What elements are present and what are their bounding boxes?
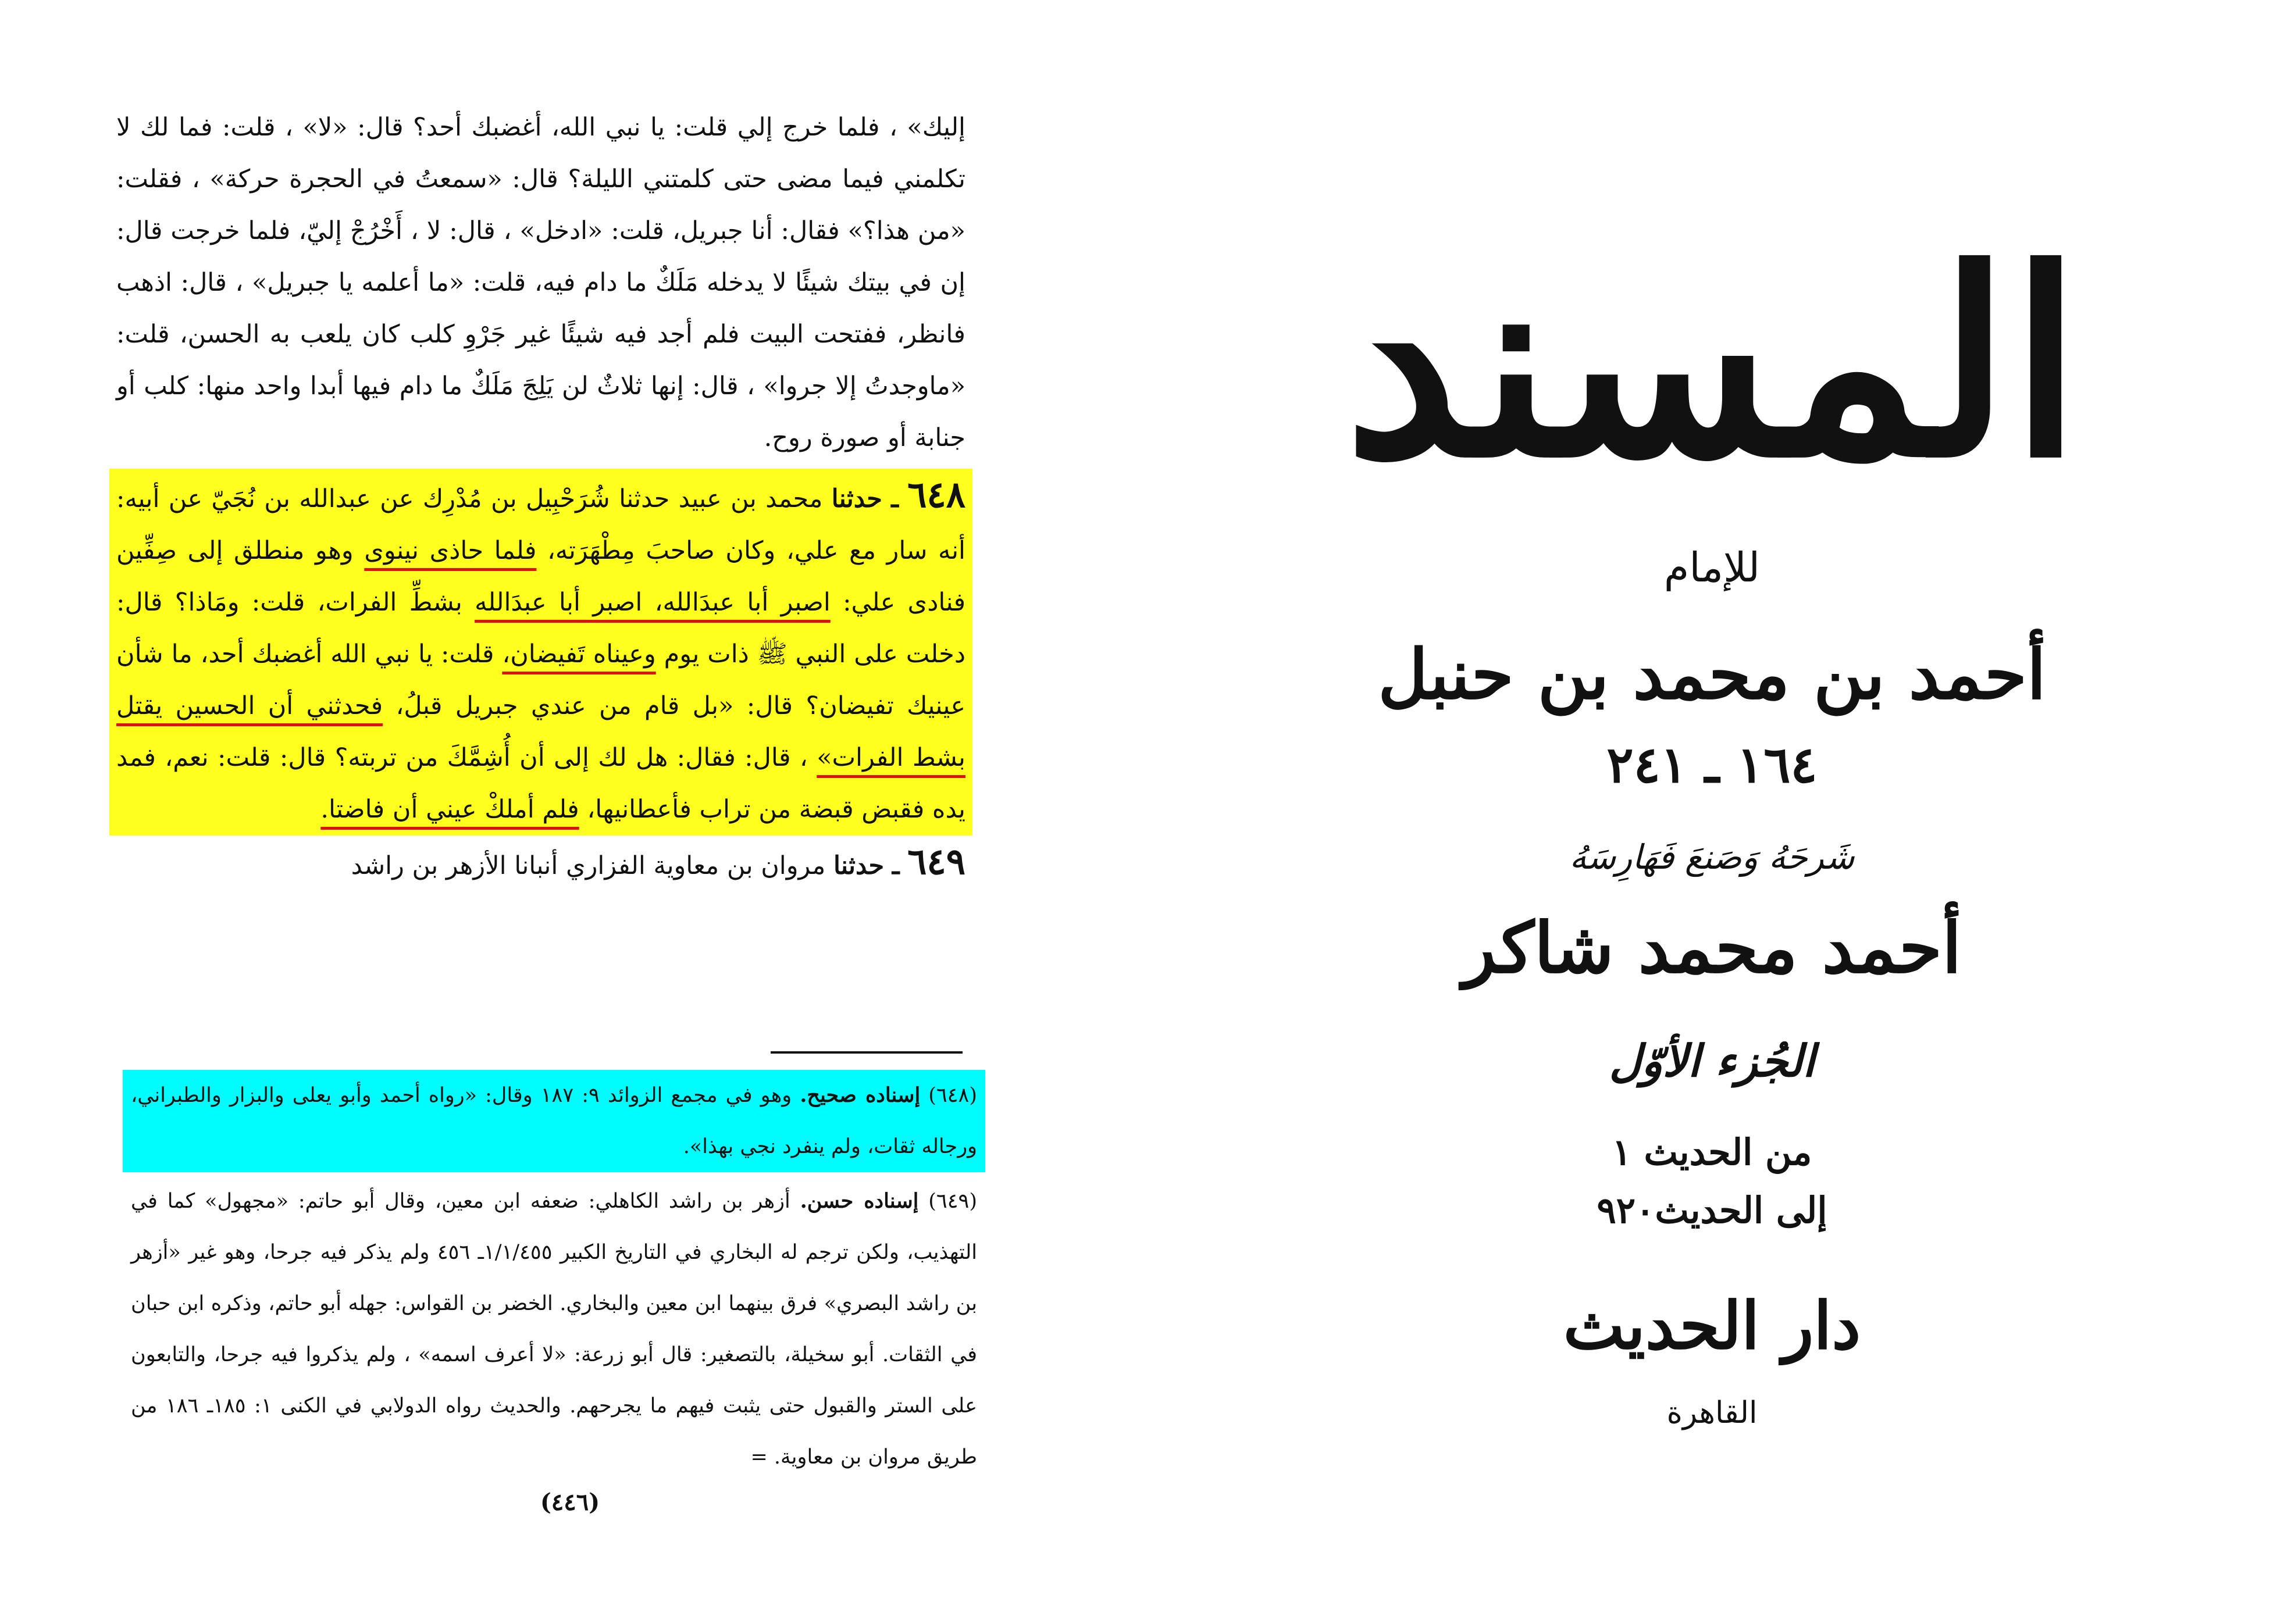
hadith-648-underline-1: فلما حاذى نينوى [364, 536, 537, 565]
hadith-648-seg9: ، قال: فقال: هل لك إلى أن أُشِمَّكَ من تربته؟ قال: قلت: نعم، فمد يده فقبض قبضة من تراب فأعطانيها، [116, 743, 965, 824]
publisher-city: القاهرة [1666, 1395, 1758, 1430]
hadith-649-haddathana: حدثنا [833, 851, 885, 880]
hadith-number-648: ٦٤٨ [907, 473, 966, 516]
footnote-648-number: (٦٤٨) [928, 1084, 977, 1107]
hadith-648-highlighted [109, 469, 972, 836]
right-page [1140, 0, 2284, 1624]
hadith-range-to: إلى الحديث٩٢٠ [1597, 1189, 1827, 1232]
editor-name: أحمد محمد شاكر [1462, 907, 1962, 989]
book-title: المسند [1344, 213, 2082, 514]
footnotes [131, 1070, 977, 1483]
hadith-648-seg7: قلت: يا نبي الله أغضبك أحد، ما شأن عينيك تفيضان؟ قال: «بل قام من عندي جبريل قبلُ، [116, 640, 965, 720]
left-page [0, 0, 1140, 1624]
footnote-649-text: أزهر بن راشد الكاهلي: ضعفه ابن معين، وقال أبو حاتم: «مجهول» كما في التهذيب، ولكن ترجم له البخاري في التاريخ الكبير ١/١/٤٥٥ـ ٤٥٦ ولم يذكر فيه جرحا، وهو غير «أزهر بن راشد البصري» فرق بينهما ابن معين والبخاري. الخضر بن القواس: جهله أبو حاتم، وذكره ابن حبان في الثقات. أبو سخيلة، بالتصغير: قال أبو زرعة: «لا أعرف اسمه» ، ولم يذكروا فيه جرحا، والتابعون على الستر والقبول حتى يثبت فيهم ما يجرحهم. والحديث رواه الدولابي في الكنى ١: ١٨٥ـ ١٨٦ من طريق مروان بن معاوية. = [131, 1190, 977, 1469]
footnote-649-grade: إسناده حسن. [800, 1189, 919, 1213]
volume-label: الجُزء الأوّل [1609, 1035, 1815, 1087]
lil-imam-label: للإمام [1663, 544, 1761, 591]
publisher-name: دار الحديث [1563, 1288, 1861, 1364]
hadith-648-underline-5: فلم أملكْ عيني أن فاضتا. [320, 795, 579, 824]
main-text [116, 102, 965, 892]
hadith-648-dash: ـ [891, 484, 899, 513]
hadith-648-seg5: بشطِّ الفرات، قلت: ومَاذا؟ قال: دخلت على النبي ﷺ ذات يوم [116, 588, 965, 669]
footnote-divider [771, 1051, 963, 1054]
hadith-range-from: من الحديث ١ [1612, 1131, 1812, 1173]
author-years: ١٦٤ ـ ٢٤١ [1606, 736, 1818, 794]
footnote-649-number: (٦٤٩) [928, 1190, 977, 1213]
footnote-649 [131, 1176, 977, 1483]
hadith-number-649: ٦٤٩ [907, 840, 965, 883]
title-calligraphy [1306, 209, 2120, 535]
hadith-649-text: مروان بن معاوية الفزاري أنبانا الأزهر بن راشد [351, 851, 826, 880]
intro-paragraph: إليك» ، فلما خرج إلي قلت: يا نبي الله، أغضبك أحد؟ قال: «لا» ، قلت: فما لك لا تكلمني فيما مضى حتى كلمتني الليلة؟ قال: «سمعتُ في الحجرة حركة» ، فقلت: «من هذا؟» فقال: أنا جبريل، قلت: «ادخل» ، قال: لا ، أَخْرُجْ إليّ، فلما خرجت قال: إن في بيتك شيئًا لا يدخله مَلَكٌ ما دام فيه، قلت: «ما أعلمه يا جبريل» ، قال: اذهب فانظر، ففتحت البيت فلم أجد فيه شيئًا غير جَرْوِ كلب كان يلعب به الحسن، قلت: «ماوجدتُ إلا جروا» ، قال: إنها ثلاثٌ لن يَلِجَ مَلَكٌ ما دام فيها أبدا واحد منها: كلب أو جنابة أو صورة روح. [116, 113, 965, 452]
page-number: (٤٤٦) [540, 1489, 600, 1516]
hadith-648-underline-3: وعيناه تَفيضان، [502, 640, 656, 669]
hadith-648-haddathana: حدثنا [831, 484, 882, 513]
hadith-648-underline-4: فحدثني أن الحسين يقتل بشط الفرات» [116, 691, 965, 772]
hadith-648-seg1: محمد بن عبيد حدثنا شُرَحْبِيل بن مُدْرِك عن عبدالله بن نُجَيّ عن أبيه: أنه سار مع علي، وكان صاحبَ مِطْهَرَته، [116, 484, 966, 565]
footnote-648-grade: إسناده صحيح. [800, 1083, 921, 1107]
commentary-label: شَرحَهُ وَصَنعَ فَهَارِسَهُ [1569, 837, 1855, 877]
hadith-649-dash: ـ [892, 851, 900, 880]
hadith-648-underline-2: اصبر أبا عبدَالله، اصبر أبا عبدَالله [475, 588, 831, 617]
author-name: أحمد بن محمد بن حنبل [1378, 634, 2046, 715]
footnote-648-text: وهو في مجمع الزوائد ٩: ١٨٧ وقال: «رواه أحمد وأبو يعلى والبزار والطبراني، ورجاله ثقات، ولم ينفرد نجي بهذا». [131, 1084, 977, 1158]
footnote-648-highlighted [123, 1070, 985, 1172]
hadith-649 [116, 836, 965, 892]
hadith-648-seg3: وهو منطلق إلى صِفِّين فنادى علي: [116, 536, 965, 617]
